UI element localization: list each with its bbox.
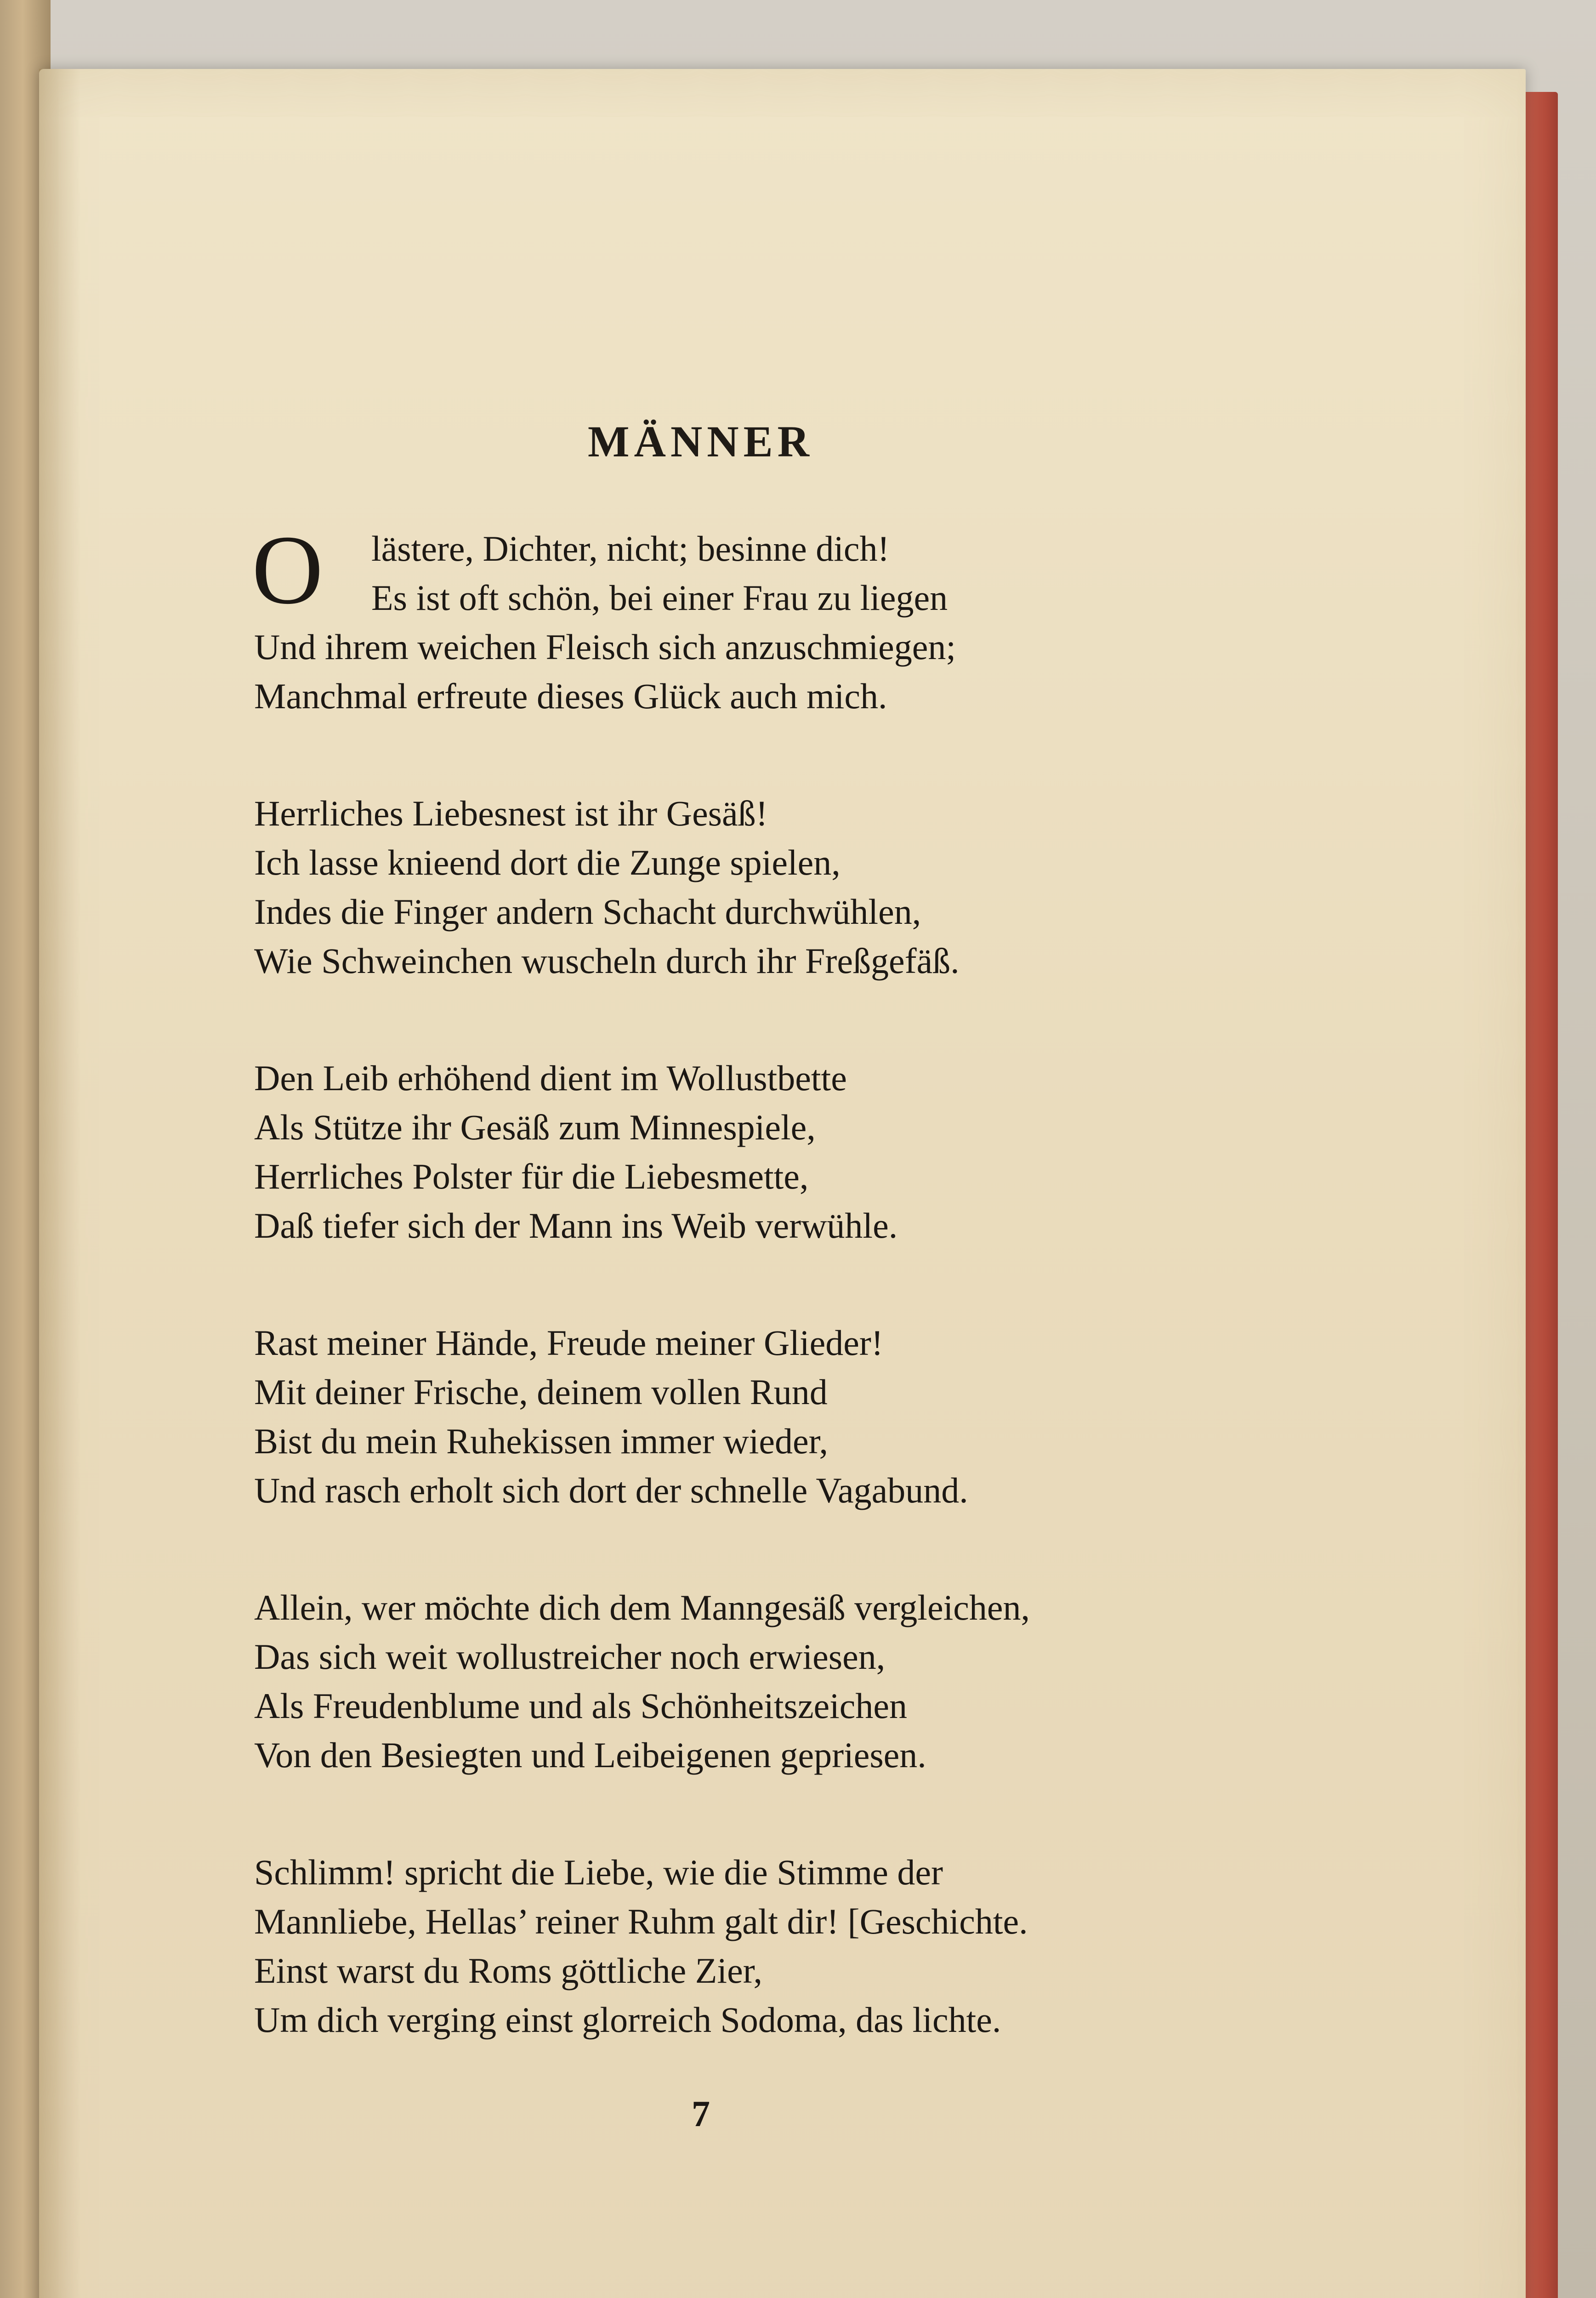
poem-line: Wie Schweinchen wuscheln durch ihr Freßgefäß.: [254, 941, 960, 981]
poem-line: Schlimm! spricht die Liebe, wie die Stimme der: [254, 1852, 943, 1892]
poem-line: Bist du mein Ruhekissen immer wieder,: [254, 1421, 829, 1461]
poem-body: [252, 515, 1472, 2112]
poem-line: Ich lasse knieend dort die Zunge spielen,: [254, 842, 841, 882]
poem-line: Daß tiefer sich der Mann ins Weib verwühle.: [254, 1206, 898, 1246]
poem-line: Es ist oft schön, bei einer Frau zu liegen: [371, 578, 948, 618]
poem-line: Von den Besiegten und Leibeigenen gepriesen.: [254, 1735, 926, 1775]
poem-line: Einst warst du Roms göttliche Zier,: [254, 1951, 763, 1991]
stanza: [254, 789, 1472, 985]
page-number: 7: [692, 2094, 710, 2134]
poem-line: Mit deiner Frische, deinem vollen Rund: [254, 1372, 828, 1412]
poem-line: Den Leib erhöhend dient im Wollustbette: [254, 1058, 847, 1098]
poem-line: Indes die Finger andern Schacht durchwühlen,: [254, 892, 921, 932]
poem-line: lästere, Dichter, nicht; besinne dich!: [371, 529, 890, 569]
stanza: [254, 1053, 1472, 1250]
poem-line: Als Freudenblume und als Schönheitszeichen: [254, 1686, 908, 1726]
stanza: [254, 1848, 1472, 2044]
poem-line: Das sich weit wollustreicher noch erwiesen,: [254, 1637, 886, 1677]
poem-line: Allein, wer möchte dich dem Manngesäß vergleichen,: [254, 1587, 1030, 1627]
poem-line: Mannliebe, Hellas’ reiner Ruhm galt dir! [Geschichte.: [254, 1901, 1028, 1941]
page-gutter-shadow: [39, 69, 80, 2298]
drop-cap-letter: O: [252, 515, 324, 625]
stanza: [252, 515, 1472, 721]
poem-line: Als Stütze ihr Gesäß zum Minnespiele,: [254, 1107, 816, 1147]
poem-line: Um dich verging einst glorreich Sodoma, das lichte.: [254, 2000, 1001, 2040]
poem-line: Manchmal erfreute dieses Glück auch mich.: [254, 676, 887, 716]
book-page: [39, 69, 1526, 2298]
poem-line: Und rasch erholt sich dort der schnelle Vagabund.: [254, 1470, 968, 1510]
poem-line: Herrliches Polster für die Liebesmette,: [254, 1156, 809, 1196]
stanza: [254, 1318, 1472, 1515]
poem-line: Herrliches Liebesnest ist ihr Gesäß!: [254, 793, 768, 833]
poem-line: Rast meiner Hände, Freude meiner Glieder!: [254, 1323, 883, 1363]
poem-line: Und ihrem weichen Fleisch sich anzuschmiegen;: [254, 627, 956, 667]
stanza: [254, 1583, 1472, 1780]
poem-title: MÄNNER: [588, 417, 814, 466]
